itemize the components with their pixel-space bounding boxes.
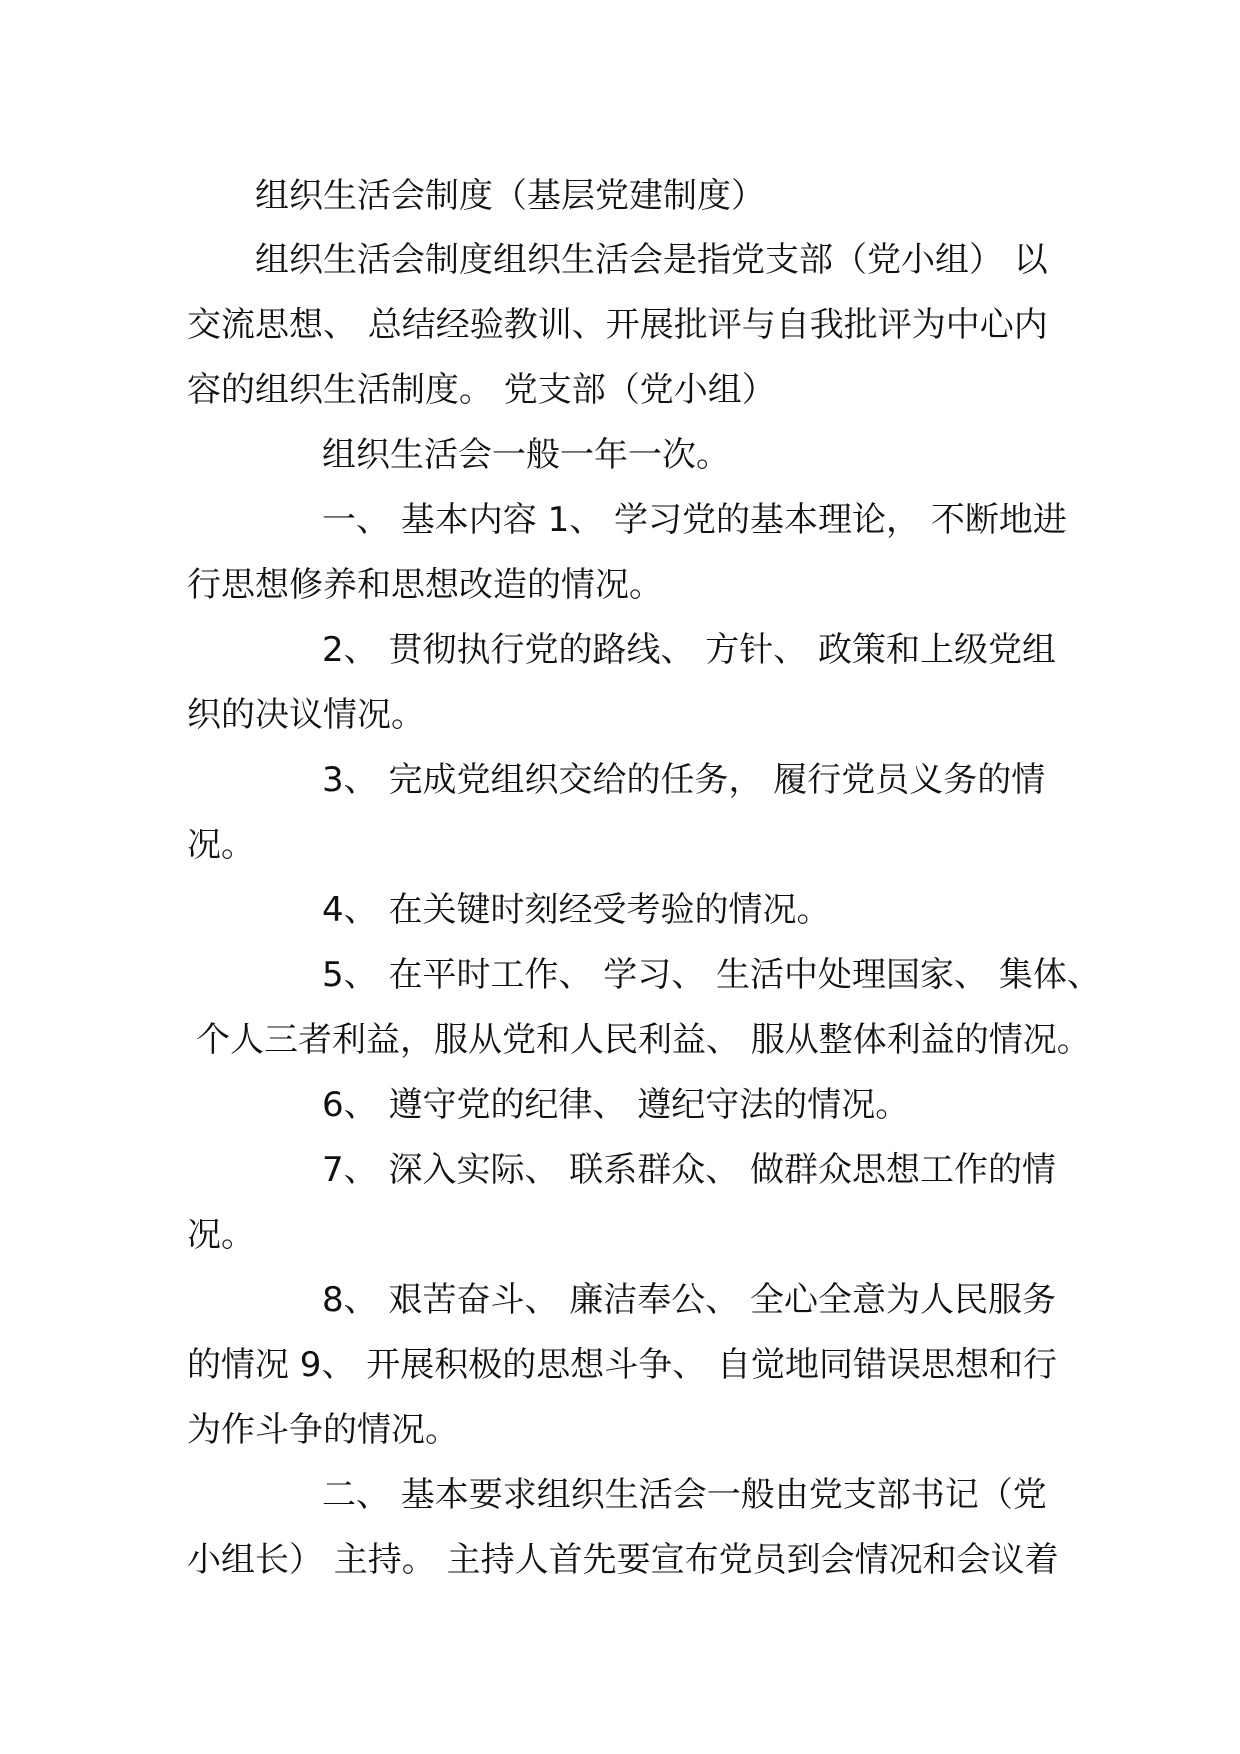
text-line: 况。 <box>187 1215 255 1255</box>
text-line: 7、 深入实际、 联系群众、 做群众思想工作的情 <box>322 1150 1057 1190</box>
text-line: 组织生活会制度组织生活会是指党支部（党小组） 以 <box>255 240 1048 280</box>
text-line: 况。 <box>187 825 255 865</box>
text-line: 交流思想、 总结经验教训、开展批评与自我批评为中心内 <box>187 305 1048 345</box>
text-line: 二、 基本要求组织生活会一般由党支部书记（党 <box>322 1475 1047 1515</box>
text-line: 行思想修养和思想改造的情况。 <box>187 565 663 605</box>
text-line: 一、 基本内容 1、 学习党的基本理论， 不断地进 <box>322 500 1067 540</box>
text-line: 4、 在关键时刻经受考验的情况。 <box>322 890 831 930</box>
text-line: 容的组织生活制度。 党支部（党小组） <box>187 370 776 410</box>
text-line: 的情况 9、 开展积极的思想斗争、 自觉地同错误思想和行 <box>187 1345 1058 1385</box>
text-line: 小组长） 主持。 主持人首先要宣布党员到会情况和会议着 <box>187 1540 1059 1580</box>
text-line: 3、 完成党组织交给的任务， 履行党员义务的情 <box>322 760 1046 800</box>
text-line: 组织生活会一般一年一次。 <box>322 435 730 475</box>
text-line: 6、 遵守党的纪律、 遵纪守法的情况。 <box>322 1085 910 1125</box>
text-line: 织的决议情况。 <box>187 695 425 735</box>
document-title: 组织生活会制度（基层党建制度） <box>255 176 765 216</box>
text-line: 2、 贯彻执行党的路线、 方针、 政策和上级党组 <box>322 630 1057 670</box>
text-line: 个人三者利益，服从党和人民利益、 服从整体利益的情况。 <box>196 1020 1091 1060</box>
text-line: 8、 艰苦奋斗、 廉洁奉公、 全心全意为人民服务 <box>322 1280 1057 1320</box>
text-line: 为作斗争的情况。 <box>187 1410 459 1450</box>
text-line: 5、 在平时工作、 学习、 生活中处理国家、 集体、 <box>322 955 1101 995</box>
